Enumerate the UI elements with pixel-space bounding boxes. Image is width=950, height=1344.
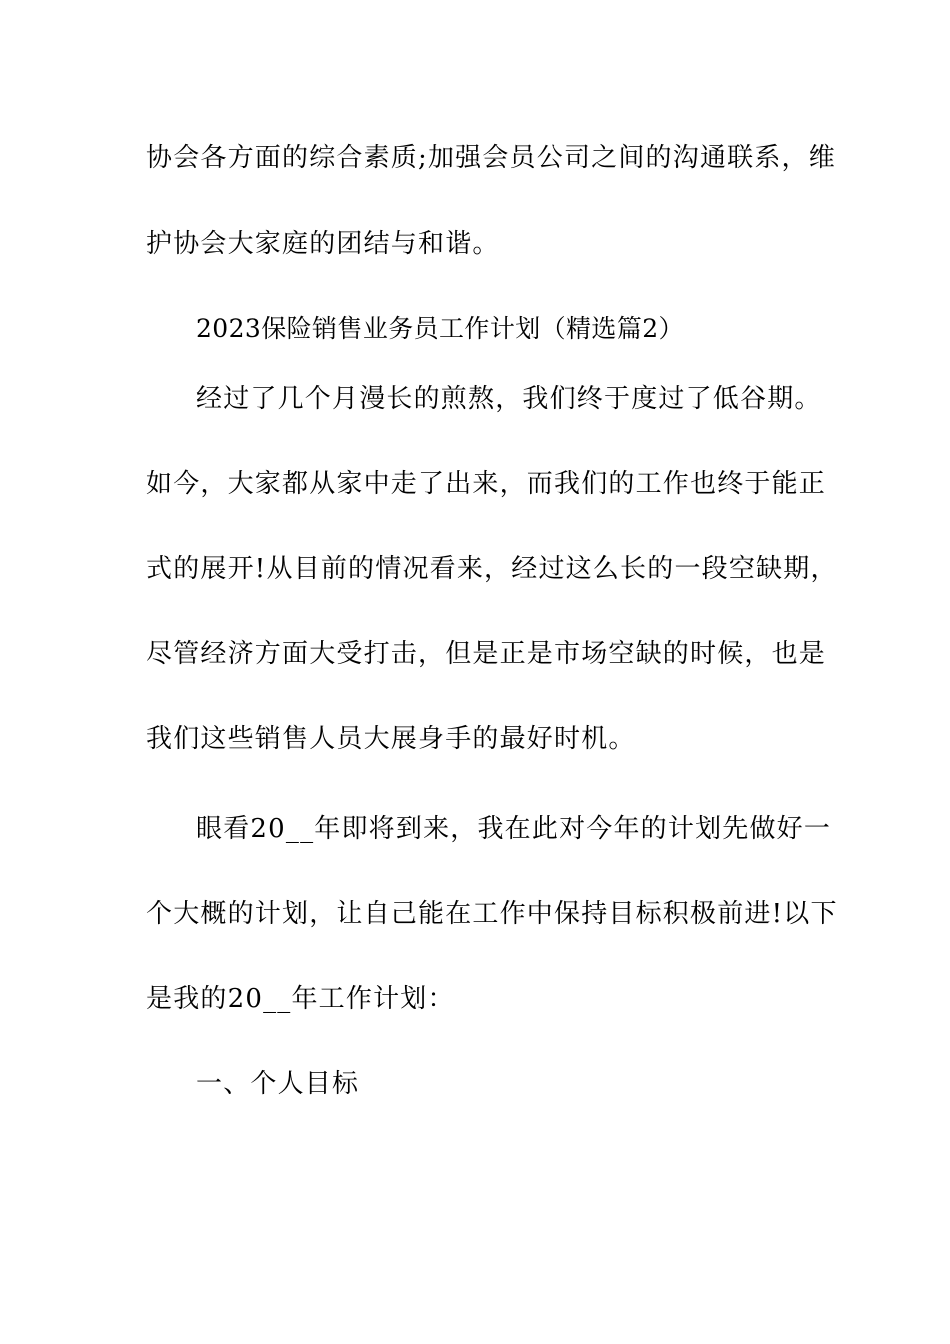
paragraph-line: 如今，大家都从家中走了出来，而我们的工作也终于能正 — [146, 469, 827, 499]
paragraph-line: 我们这些销售人员大展身手的最好时机。 — [146, 724, 636, 754]
paragraph-line: 眼看20__年即将到来，我在此对今年的计划先做好一 — [196, 814, 832, 844]
paragraph-line: 式的展开!从目前的情况看来，经过这么长的一段空缺期， — [146, 554, 838, 584]
paragraph-line: 个大概的计划，让自己能在工作中保持目标积极前进!以下 — [146, 899, 838, 929]
paragraph-line: 护协会大家庭的团结与和谐。 — [146, 229, 500, 259]
list-heading: 一、个人目标 — [196, 1069, 360, 1099]
paragraph-line: 是我的20__年工作计划： — [146, 984, 455, 1014]
section-heading: 2023保险销售业务员工作计划（精选篇2） — [196, 314, 684, 343]
paragraph-line: 尽管经济方面大受打击，但是正是市场空缺的时候，也是 — [146, 639, 827, 669]
paragraph-line: 协会各方面的综合素质;加强会员公司之间的沟通联系，维 — [146, 143, 836, 173]
paragraph-line: 经过了几个月漫长的煎熬，我们终于度过了低谷期。 — [196, 384, 822, 414]
